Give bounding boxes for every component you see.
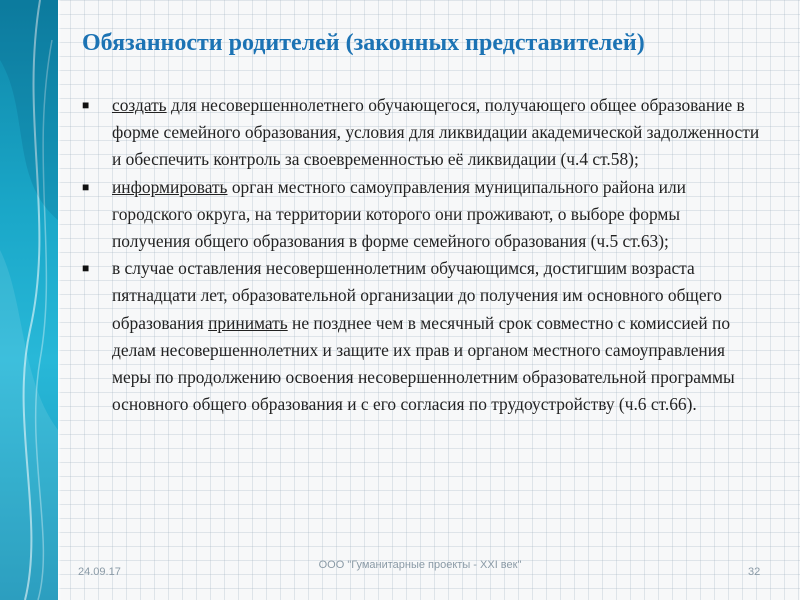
square-bullet-icon: ■ [82, 179, 90, 194]
square-bullet-icon: ■ [82, 98, 90, 112]
footer-date: 24.09.17 [78, 566, 121, 578]
duty-description: орган местного самоуправления муниципального района или городского округа, на территории которого они проживают, о выборе формы получения общего образования в форме семейного образования (ч.5 ст.63); [112, 176, 686, 252]
duty-keyword: информировать [112, 176, 228, 197]
list-item-text [112, 177, 686, 251]
list-item [82, 92, 762, 174]
decorative-side-band [0, 0, 58, 600]
duty-description: не позднее чем в месячный срок совместно с комиссией по делам несовершеннолетних и защите их прав и органом местного самоуправления меры по продолжению освоения несовершеннолетним образовательной программы основного общего образования и с его согласия по трудоустройству (ч.6 ст.66). [112, 312, 735, 415]
square-bullet-icon: ■ [82, 261, 90, 276]
side-band-edge [58, 0, 61, 600]
list-item [82, 174, 762, 256]
duty-context: в случае оставления несовершеннолетним обучающимся, достигшим возраста пятнадцати лет, образовательной организации до получения им основного общего образования [112, 258, 722, 333]
duty-keyword: создать [112, 95, 167, 115]
list-item-text [112, 95, 759, 169]
wave-decoration [0, 0, 58, 600]
list-item-text [112, 258, 735, 414]
list-item [82, 255, 762, 418]
footer-organization: ООО "Гуманитарные проекты - XXI век" [318, 559, 522, 571]
duties-list [82, 92, 762, 418]
duty-description: для несовершеннолетнего обучающегося, получающего общее образование в форме семейного образования, условия для ликвидации академической задолженности и обеспечить контроль за своевременностью её ликвидации (ч.4 ст.58); [112, 95, 760, 170]
slide-title: Обязанности родителей (законных представителей) [82, 30, 645, 56]
page-number: 32 [748, 566, 761, 578]
duty-keyword: принимать [208, 312, 288, 333]
